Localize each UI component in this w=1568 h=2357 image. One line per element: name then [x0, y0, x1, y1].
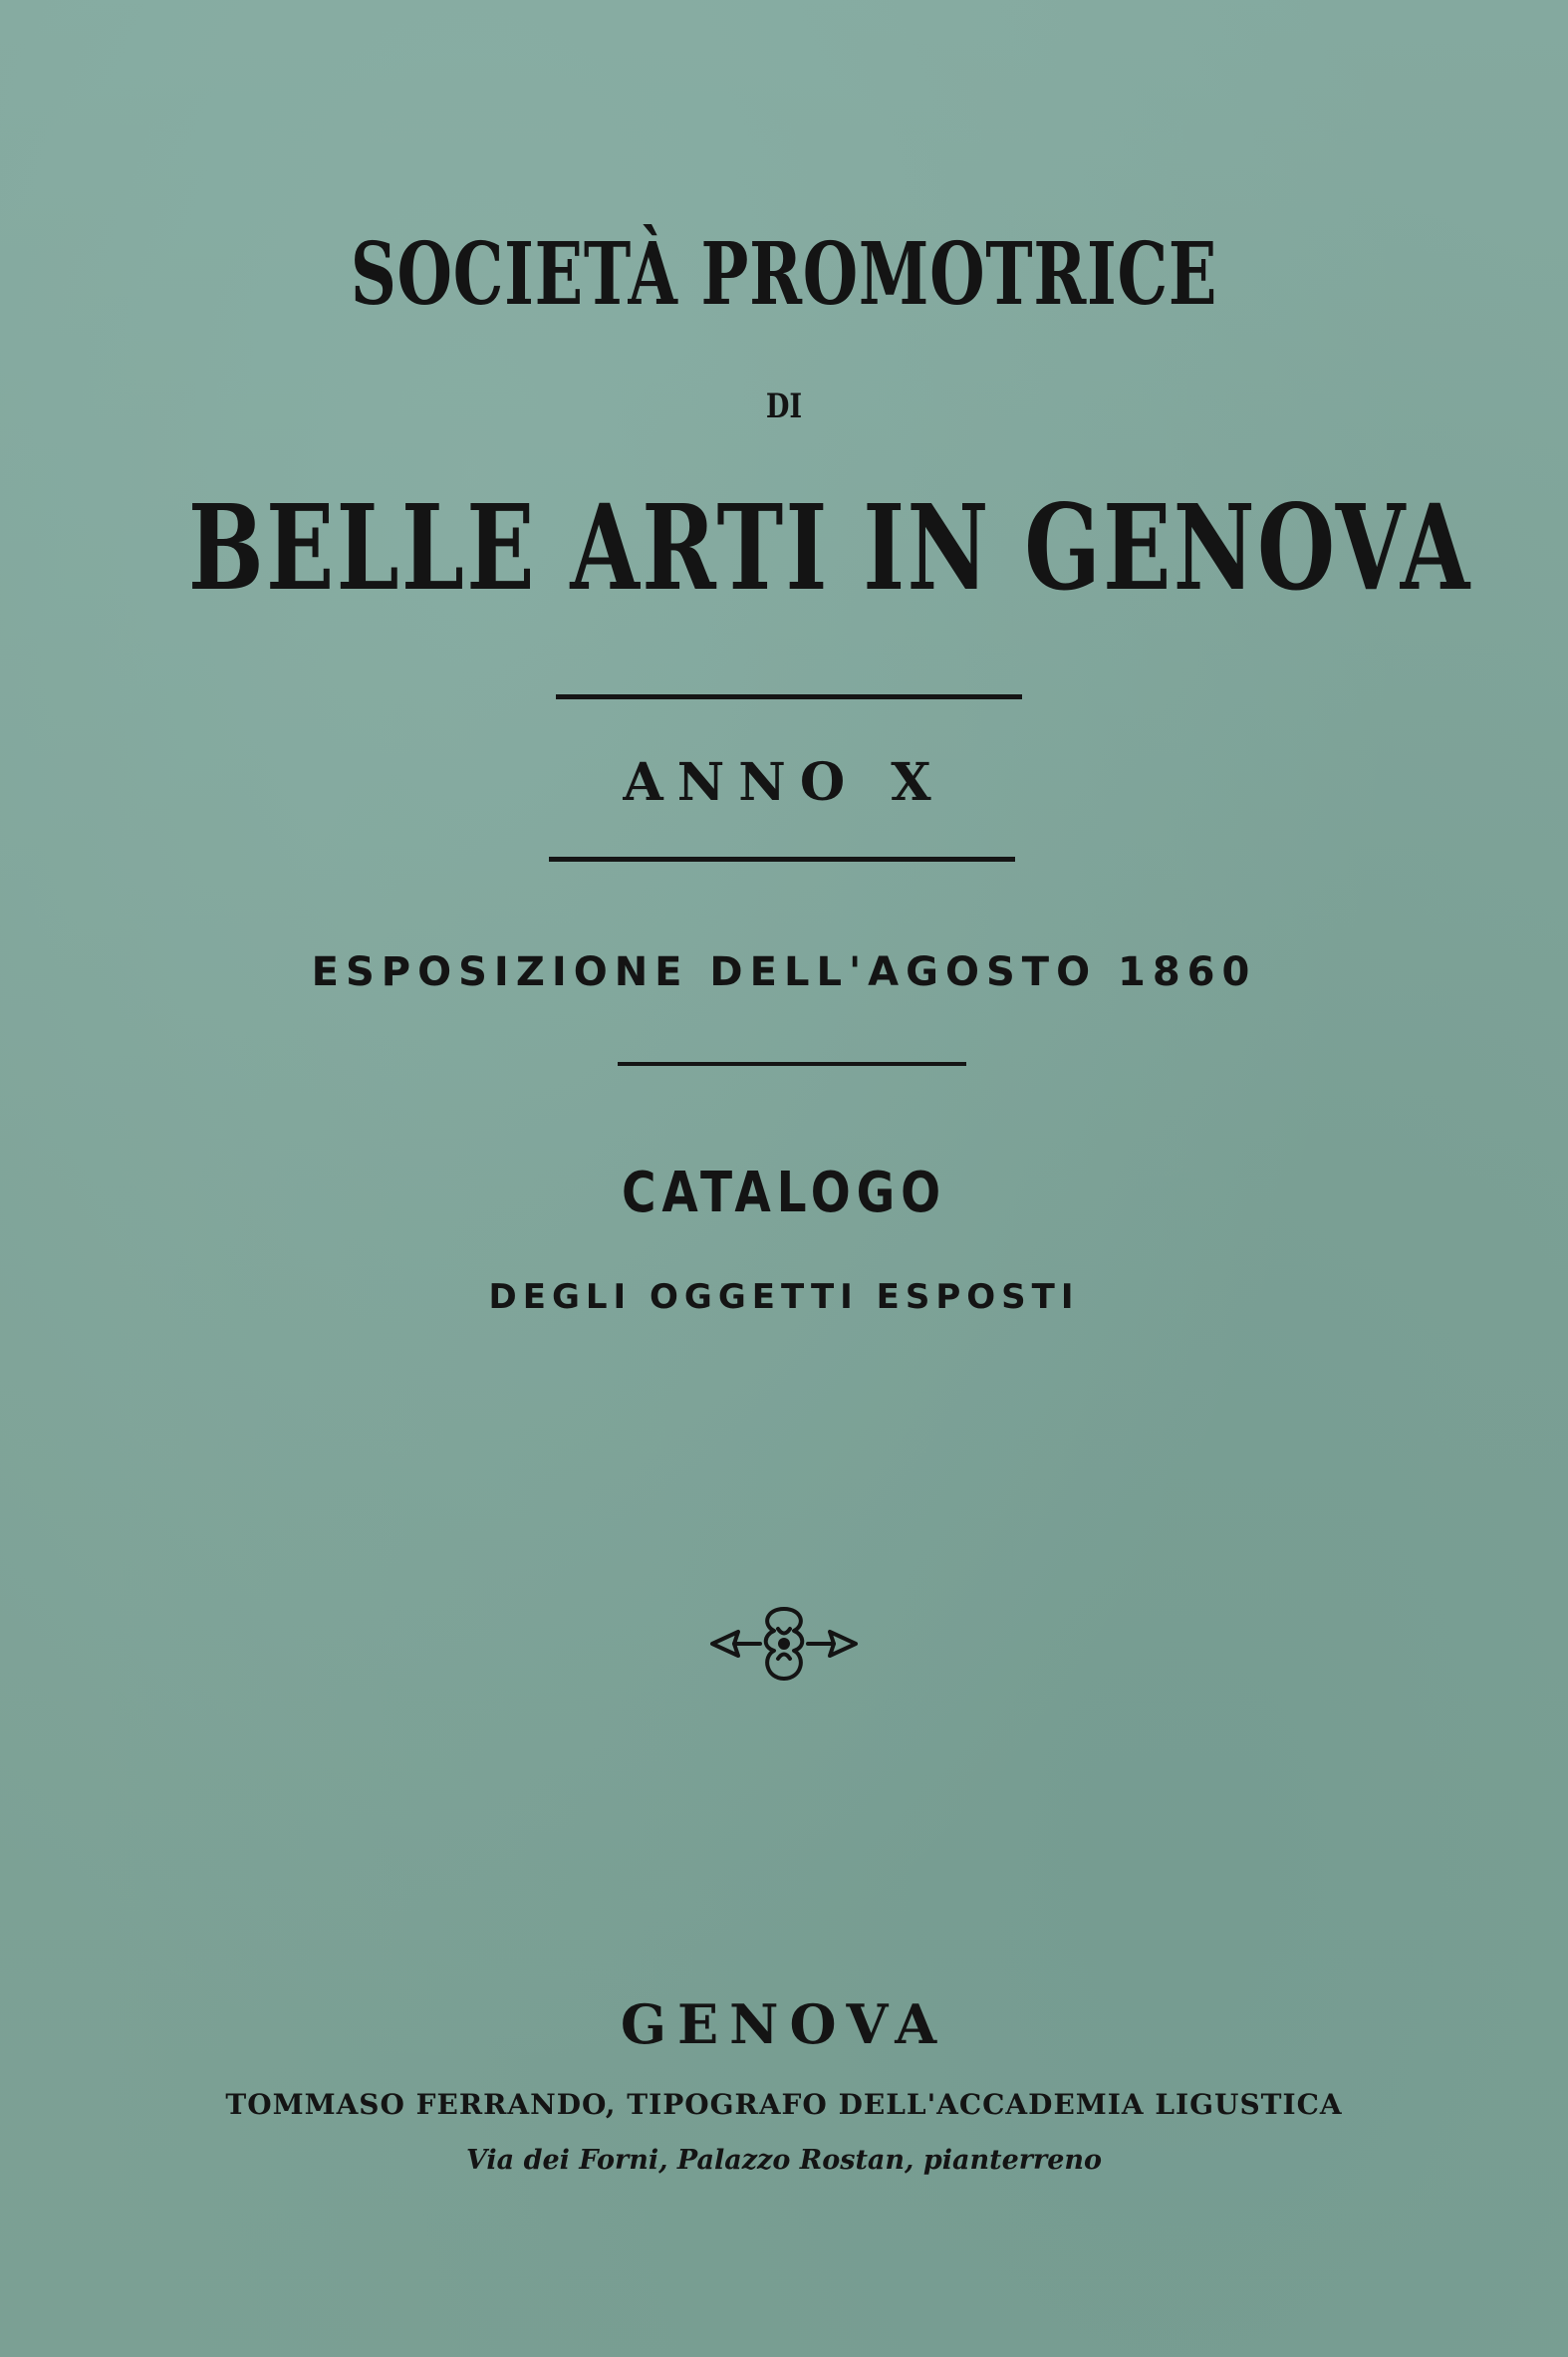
divider-rule-2 [549, 857, 1015, 862]
society-name-line1: SOCIETÀ PROMOTRICE [350, 224, 1218, 325]
imprint-printer: TOMMASO FERRANDO, TIPOGRAFO DELL'ACCADEMIA LIGUSTICA [225, 2088, 1343, 2121]
catalog-heading: CATALOGO [621, 1161, 947, 1225]
divider-rule-1 [556, 694, 1022, 699]
divider-rule-3 [618, 1062, 966, 1066]
printers-fleuron-icon [704, 1599, 864, 1689]
exhibition-title: ESPOSIZIONE DELL'AGOSTO 1860 [311, 949, 1257, 995]
imprint-address: Via dei Forni, Palazzo Rostan, pianterreno [465, 2145, 1103, 2176]
catalog-subheading: DEGLI OGGETTI ESPOSTI [488, 1277, 1080, 1317]
society-name-connector: DI [765, 387, 803, 426]
society-name-line2: BELLE ARTI IN GENOVA [187, 478, 1472, 617]
imprint-city: GENOVA [620, 1992, 948, 2056]
edition-year: ANNO X [623, 752, 945, 813]
